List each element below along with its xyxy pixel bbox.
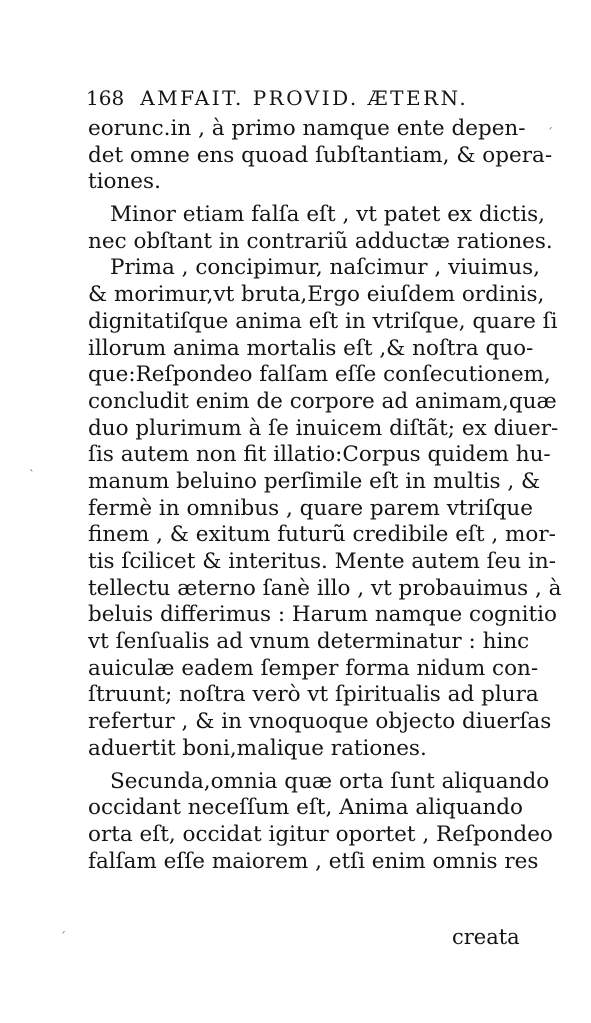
text-line: ſis autem non fit illatio:Corpus quidem hu- xyxy=(88,442,551,468)
text-line: auiculæ eadem ſemper forma nidum con- xyxy=(88,655,539,681)
text-line: finem , & exitum futurũ credibile eſt , mor- xyxy=(88,522,556,548)
text-line: orta eſt, occidat igitur oportet , Reſpondeo xyxy=(88,821,553,847)
text-line: eorunc.in , à primo namque ente depen- xyxy=(88,116,526,141)
running-head xyxy=(86,86,516,110)
running-title: AMFAIT. PROVID. ÆTERN. xyxy=(140,86,469,110)
text-line: Prima , concipimur, naſcimur , viuimus, xyxy=(110,255,540,281)
text-line: que:Reſpondeo falſam eſſe conſecutionem, xyxy=(88,362,551,388)
text-line: tiones. xyxy=(88,169,161,195)
text-line: concludit enim de corpore ad animam,quæ xyxy=(88,388,557,414)
text-line: beluis differimus : Harum namque cognitio xyxy=(88,602,557,628)
text-line: & morimur,vt bruta,Ergo eiuſdem ordinis, xyxy=(88,282,545,308)
text-line: falſam eſſe maiorem , etſi enim omnis res xyxy=(88,848,539,874)
text-line: illorum anima mortalis eſt ,& noſtra quo- xyxy=(88,335,534,361)
text-line: nec obſtant in contrariũ adductæ rationes. xyxy=(88,228,553,254)
paragraph xyxy=(88,255,562,762)
text-line: aduertit boni,malique rationes. xyxy=(88,735,427,761)
ink-speck: ˊ xyxy=(60,930,66,944)
text-line: refertur , & in vnoquoque objecto diuerſas xyxy=(88,709,552,735)
text-line: Secunda,omnia quæ orta ſunt aliquando xyxy=(110,768,550,794)
ink-speck: ˋ xyxy=(29,468,35,482)
text-line: tellectu æterno ſanè illo , vt probauimus , à xyxy=(88,575,562,601)
text-line: Minor etiam falſa eſt , vt patet ex dictis, xyxy=(110,202,545,228)
paragraph xyxy=(88,768,553,876)
text-line: det omne ens quoad ſubſtantiam, & opera- xyxy=(88,142,553,168)
text-line: manum beluino perſimile eſt in multis , & xyxy=(88,468,541,494)
text-line: vt ſenſualis ad vnum determinatur : hinc xyxy=(88,629,530,655)
text-line: ſtruunt; noſtra verò vt ſpiritualis ad plura xyxy=(88,682,539,708)
ink-speck: ˊ xyxy=(547,126,553,140)
text-line: duo plurimum à ſe inuicem diſtãt; ex diuer- xyxy=(88,415,559,441)
paragraph xyxy=(88,116,553,196)
text-line: occidant neceſſum eſt, Anima aliquando xyxy=(88,795,523,821)
paragraph xyxy=(88,202,553,255)
body-text xyxy=(88,116,562,875)
text-line: tis ſcilicet & interitus. Mente autem ſeu in- xyxy=(88,549,557,574)
text-line: dignitatiſque anima eſt in vtriſque, quare ſi xyxy=(88,308,558,334)
catchword: creata xyxy=(452,925,520,949)
page-number: 168 xyxy=(86,86,125,110)
text-line: fermè in omnibus , quare parem vtriſque xyxy=(88,495,533,521)
